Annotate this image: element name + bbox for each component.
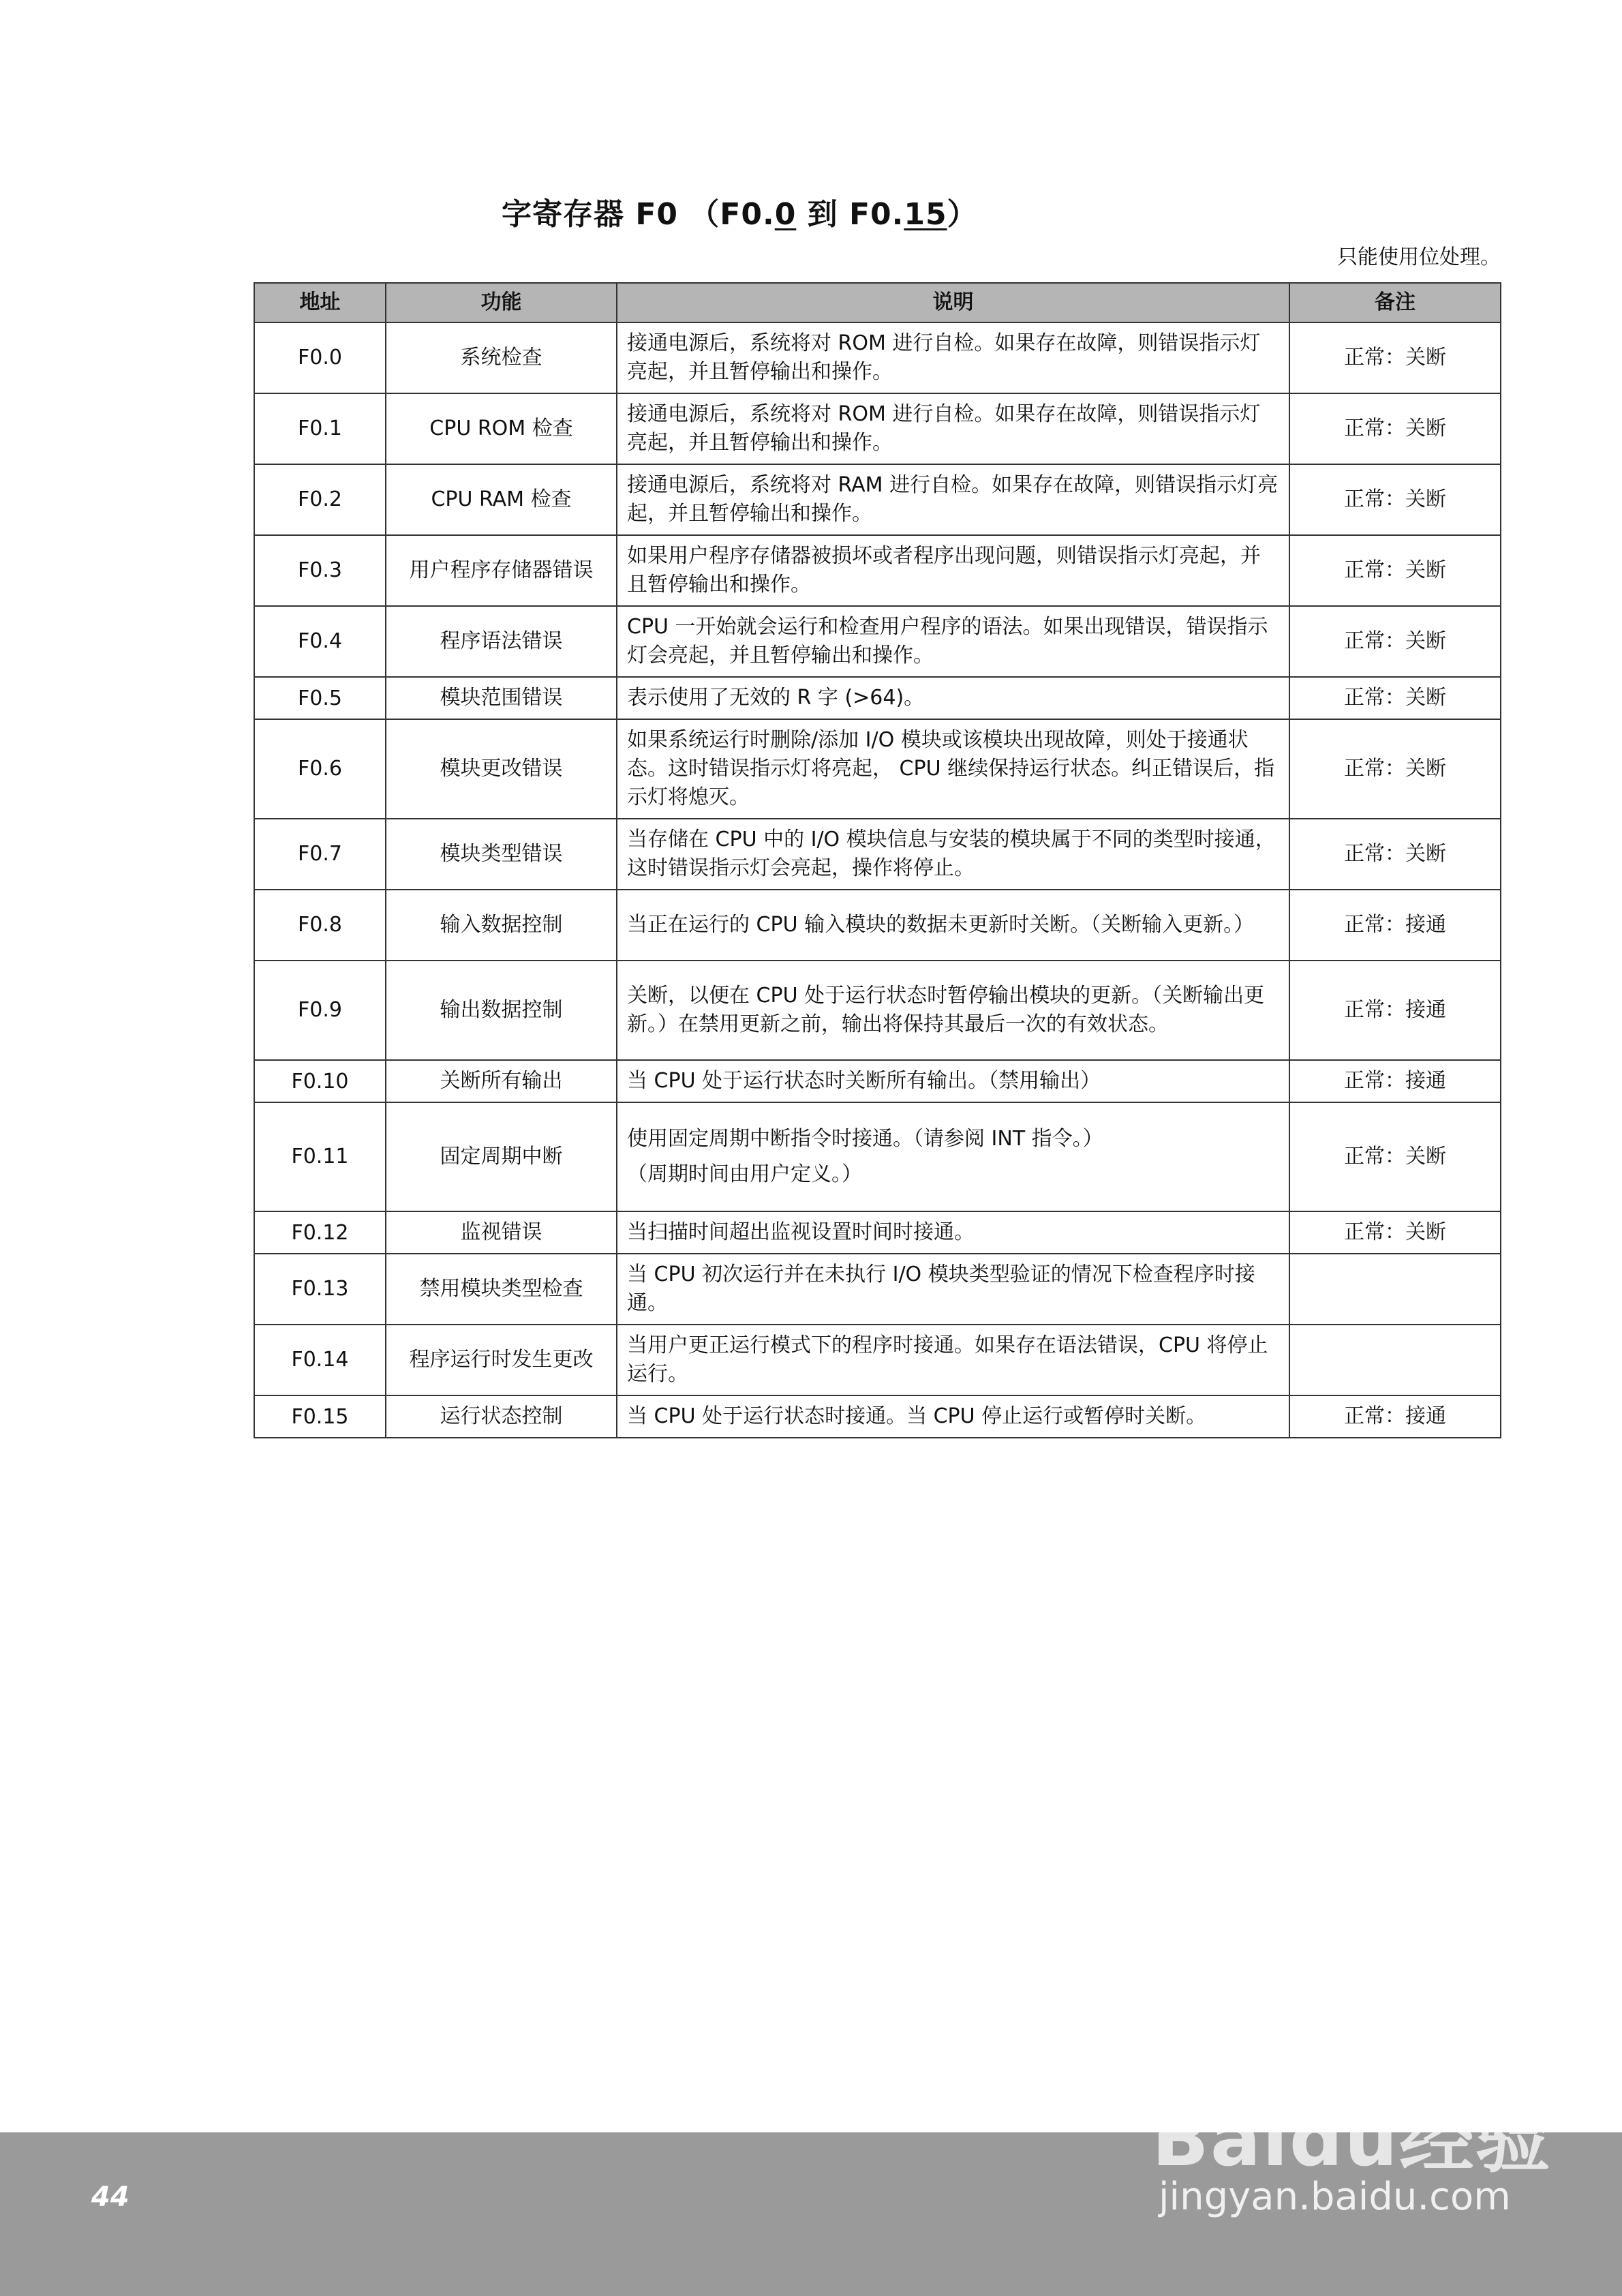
cell-remark: 正常：关断 [1289, 393, 1501, 464]
title-prefix: 字寄存器 F0 （F0. [502, 197, 775, 232]
cell-function: 禁用模块类型检查 [386, 1254, 617, 1325]
title-end-bit: 15 [904, 197, 947, 232]
cell-function: 用户程序存储器错误 [386, 535, 617, 606]
table-body [254, 322, 1501, 1438]
cell-remark: 正常：接通 [1289, 961, 1501, 1060]
cell-description [617, 464, 1289, 535]
description-paragraph: 当用户更正运行模式下的程序时接通。如果存在语法错误，CPU 将停止运行。 [627, 1333, 1268, 1386]
cell-description [617, 677, 1289, 719]
baidu-watermark-url: jingyan.baidu.com [1159, 2175, 1511, 2219]
cell-remark: 正常：关断 [1289, 464, 1501, 535]
description-paragraph: 如果用户程序存储器被损坏或者程序出现问题，则错误指示灯亮起，并且暂停输出和操作。 [627, 544, 1261, 596]
cell-description [617, 1254, 1289, 1325]
cell-function: 输入数据控制 [386, 890, 617, 961]
description-paragraph: 如果系统运行时删除/添加 I/O 模块或该模块出现故障，则处于接通状态。这时错误指示灯将亮起， CPU 继续保持运行状态。纠正错误后，指示灯将熄灭。 [627, 728, 1275, 809]
cell-function: 运行状态控制 [386, 1395, 617, 1438]
cell-description [617, 719, 1289, 819]
cell-description [617, 1395, 1289, 1438]
title-middle: 到 F0. [796, 197, 904, 232]
table-row [254, 535, 1501, 606]
bit-processing-note: 只能使用位处理。 [1337, 245, 1501, 269]
description-paragraph: 表示使用了无效的 R 字 (>64)。 [627, 686, 925, 710]
description-paragraph: 当 CPU 初次运行并在未执行 I/O 模块类型验证的情况下检查程序时接通。 [627, 1263, 1255, 1315]
cell-remark: 正常：关断 [1289, 535, 1501, 606]
cell-remark: 正常：关断 [1289, 322, 1501, 393]
cell-address: F0.15 [254, 1395, 386, 1438]
cell-function: 监视错误 [386, 1211, 617, 1254]
cell-remark [1289, 1325, 1501, 1395]
description-paragraph: 当正在运行的 CPU 输入模块的数据未更新时关断。（关断输入更新。） [627, 913, 1255, 937]
table-row [254, 606, 1501, 677]
cell-address: F0.10 [254, 1060, 386, 1102]
cell-description [617, 393, 1289, 464]
cell-address: F0.12 [254, 1211, 386, 1254]
table-row [254, 393, 1501, 464]
cell-function: 模块范围错误 [386, 677, 617, 719]
cell-description [617, 535, 1289, 606]
cell-remark: 正常：接通 [1289, 1395, 1501, 1438]
column-header-description: 说明 [617, 283, 1289, 322]
column-header-remark: 备注 [1289, 283, 1501, 322]
table-row [254, 677, 1501, 719]
cell-description [617, 1325, 1289, 1395]
cell-function: CPU ROM 检查 [386, 393, 617, 464]
cell-address: F0.14 [254, 1325, 386, 1395]
table-header-row [254, 283, 1501, 322]
table-row [254, 1060, 1501, 1102]
table-row [254, 961, 1501, 1060]
cell-remark: 正常：关断 [1289, 819, 1501, 890]
cell-function: 模块更改错误 [386, 719, 617, 819]
description-paragraph: 当扫描时间超出监视设置时间时接通。 [627, 1220, 975, 1244]
table-row [254, 819, 1501, 890]
cell-description [617, 1060, 1289, 1102]
description-paragraph: CPU 一开始就会运行和检查用户程序的语法。如果出现错误，错误指示灯会亮起，并且暂停输出和操作。 [627, 615, 1268, 667]
cell-function: 系统检查 [386, 322, 617, 393]
cell-address: F0.0 [254, 322, 386, 393]
description-paragraph: 接通电源后，系统将对 ROM 进行自检。如果存在故障，则错误指示灯亮起，并且暂停输出和操作。 [627, 331, 1261, 384]
title-start-bit: 0 [774, 197, 797, 232]
cell-function: 关断所有输出 [386, 1060, 617, 1102]
cell-address: F0.8 [254, 890, 386, 961]
cell-address: F0.1 [254, 393, 386, 464]
table-row [254, 1211, 1501, 1254]
table-row [254, 1395, 1501, 1438]
page-title [502, 190, 978, 233]
description-paragraph: 接通电源后，系统将对 RAM 进行自检。如果存在故障，则错误指示灯亮起，并且暂停输出和操作。 [627, 473, 1279, 526]
cell-remark: 正常：关断 [1289, 606, 1501, 677]
table-row [254, 1254, 1501, 1325]
cell-function: 程序语法错误 [386, 606, 617, 677]
cell-function: 程序运行时发生更改 [386, 1325, 617, 1395]
cell-description [617, 322, 1289, 393]
cell-function: 输出数据控制 [386, 961, 617, 1060]
cell-remark [1289, 1254, 1501, 1325]
table-row [254, 464, 1501, 535]
table-row [254, 1325, 1501, 1395]
description-paragraph: 当存储在 CPU 中的 I/O 模块信息与安装的模块属于不同的类型时接通，这时错误指示灯会亮起，操作将停止。 [627, 828, 1276, 880]
cell-address: F0.13 [254, 1254, 386, 1325]
description-paragraph: 当 CPU 处于运行状态时关断所有输出。（禁用输出） [627, 1069, 1101, 1093]
title-suffix: ） [947, 197, 978, 232]
cell-address: F0.7 [254, 819, 386, 890]
cell-remark: 正常：关断 [1289, 1102, 1501, 1211]
cell-description [617, 819, 1289, 890]
cell-remark: 正常：关断 [1289, 1211, 1501, 1254]
cell-remark: 正常：关断 [1289, 677, 1501, 719]
cell-address: F0.3 [254, 535, 386, 606]
page-number: 44 [91, 2181, 129, 2213]
cell-remark: 正常：接通 [1289, 1060, 1501, 1102]
description-paragraph: 当 CPU 处于运行状态时接通。当 CPU 停止运行或暂停时关断。 [627, 1404, 1207, 1428]
cell-remark: 正常：接通 [1289, 890, 1501, 961]
cell-description [617, 961, 1289, 1060]
cell-description [617, 890, 1289, 961]
cell-remark: 正常：关断 [1289, 719, 1501, 819]
cell-description [617, 1211, 1289, 1254]
column-header-function: 功能 [386, 283, 617, 322]
description-paragraph: 关断，以便在 CPU 处于运行状态时暂停输出模块的更新。（关断输出更新。）在禁用更新之前，输出将保持其最后一次的有效状态。 [627, 984, 1265, 1036]
table-row [254, 719, 1501, 819]
description-paragraph: （周期时间由用户定义。） [627, 1162, 862, 1186]
cell-address: F0.11 [254, 1102, 386, 1211]
cell-description [617, 1102, 1289, 1211]
description-paragraph: 接通电源后，系统将对 ROM 进行自检。如果存在故障，则错误指示灯亮起，并且暂停输出和操作。 [627, 402, 1261, 455]
baidu-watermark-logo: Baidu经验 [1152, 2096, 1552, 2183]
column-header-address: 地址 [254, 283, 386, 322]
cell-address: F0.4 [254, 606, 386, 677]
table-row [254, 1102, 1501, 1211]
register-table [254, 282, 1501, 1438]
cell-address: F0.9 [254, 961, 386, 1060]
table-row [254, 322, 1501, 393]
cell-description [617, 606, 1289, 677]
cell-address: F0.5 [254, 677, 386, 719]
description-paragraph: 使用固定周期中断指令时接通。（请参阅 INT 指令。） [627, 1127, 1103, 1151]
cell-address: F0.6 [254, 719, 386, 819]
cell-function: 模块类型错误 [386, 819, 617, 890]
table-row [254, 890, 1501, 961]
cell-address: F0.2 [254, 464, 386, 535]
cell-function: CPU RAM 检查 [386, 464, 617, 535]
cell-function: 固定周期中断 [386, 1102, 617, 1211]
